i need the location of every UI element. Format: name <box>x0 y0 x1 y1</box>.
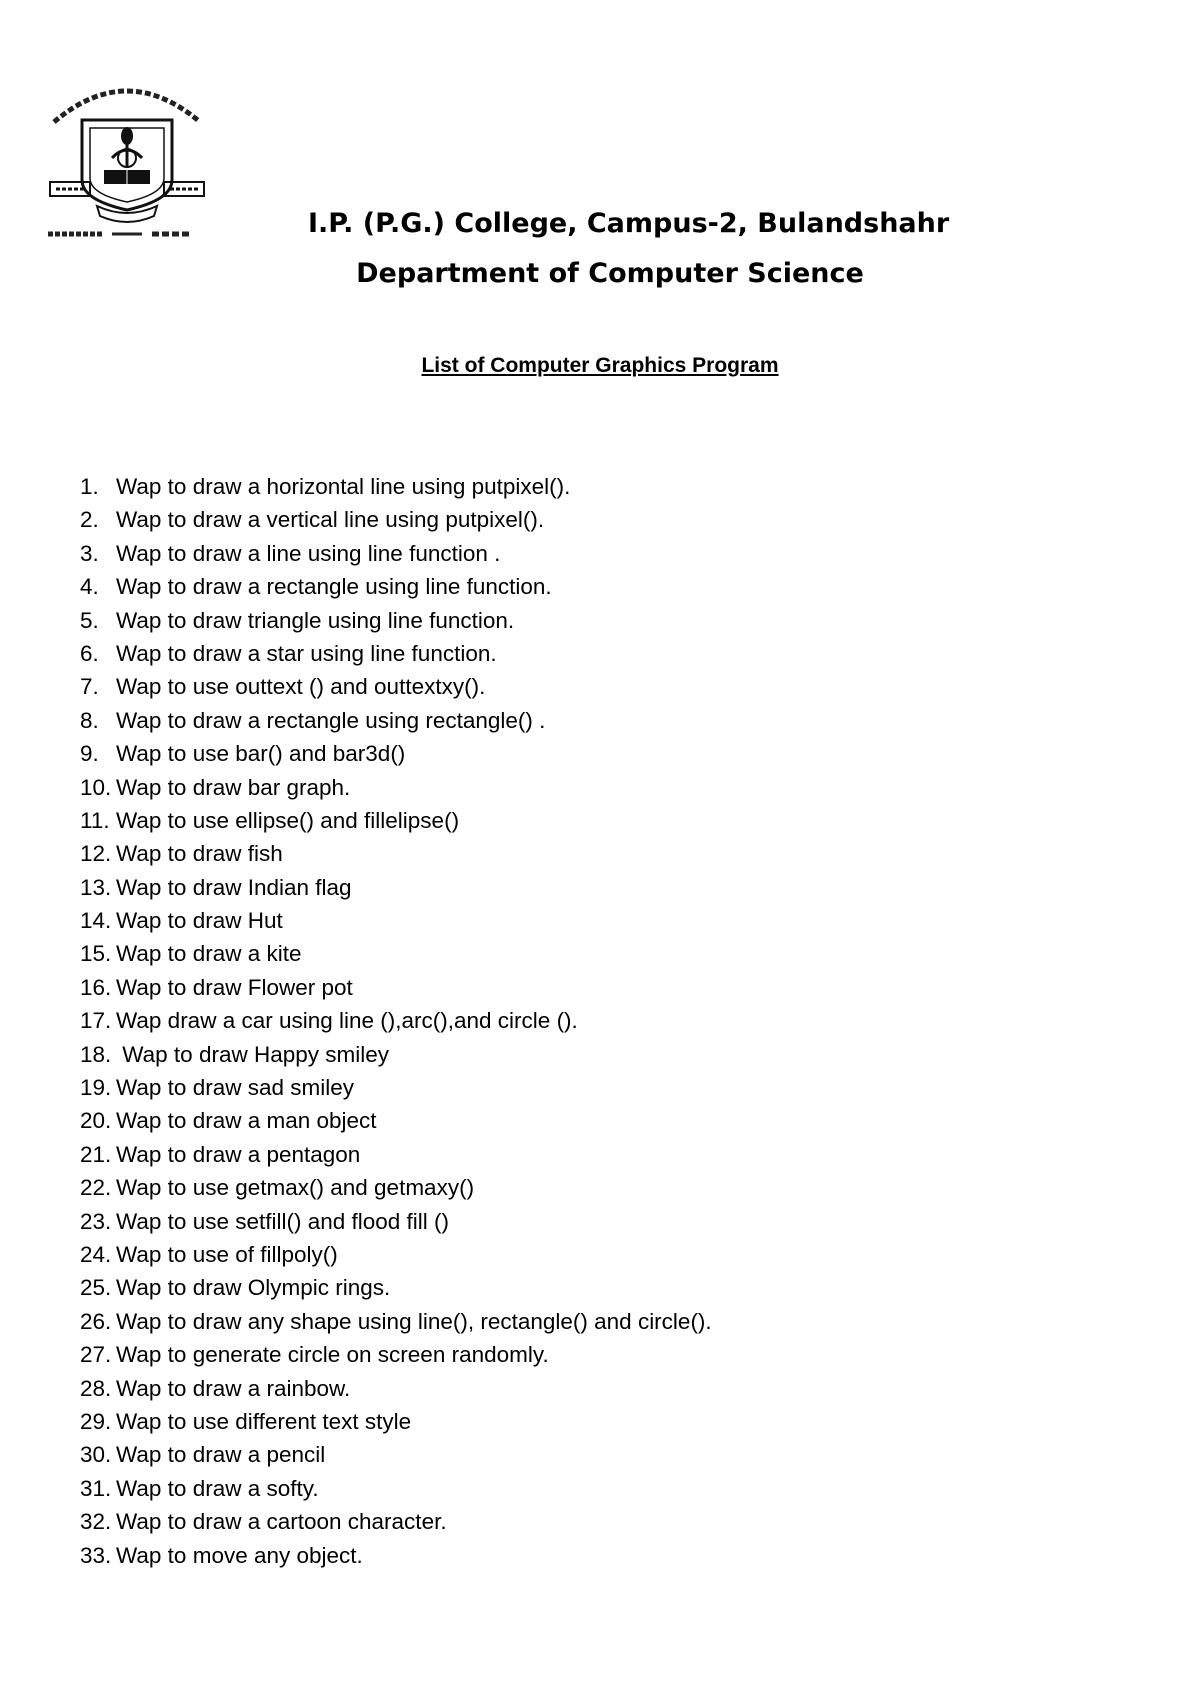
list-item-text: Wap to use ellipse() and fillelipse() <box>116 807 460 833</box>
list-item-number: 8. <box>80 707 99 733</box>
list-item <box>80 470 712 503</box>
list-item <box>80 1171 712 1204</box>
list-item <box>80 604 712 637</box>
list-item-text: Wap to draw a line using line function . <box>116 540 501 566</box>
list-item-number: 14. <box>80 908 112 934</box>
list-item-text: Wap to draw Hut <box>116 908 283 934</box>
list-item-text: Wap to draw sad smiley <box>116 1075 354 1101</box>
college-seal-icon <box>42 70 212 240</box>
list-item-number: 9. <box>80 741 99 767</box>
list-item <box>80 904 712 937</box>
list-item-number: 33. <box>80 1542 112 1568</box>
list-item-text: Wap to draw a rainbow. <box>116 1375 351 1401</box>
list-item <box>80 704 712 737</box>
list-item-text: Wap to draw a softy. <box>116 1475 319 1501</box>
list-item-text: Wap draw a car using line (),arc(),and circle (). <box>116 1008 578 1034</box>
list-item-text: Wap to draw a vertical line using putpixel(). <box>116 507 545 533</box>
list-item-number: 2. <box>80 507 99 533</box>
list-item <box>80 804 712 837</box>
list-item <box>80 1405 712 1438</box>
college-name: I.P. (P.G.) College, Campus-2, Bulandshahr <box>308 208 950 239</box>
list-item-text: Wap to use outtext () and outtextxy(). <box>116 674 486 700</box>
list-item-number: 6. <box>80 640 99 666</box>
list-item-text: Wap to draw a kite <box>116 941 302 967</box>
list-item-number: 20. <box>80 1108 112 1134</box>
list-item-number: 30. <box>80 1442 112 1468</box>
list-item-number: 1. <box>80 474 99 499</box>
list-item-number: 24. <box>80 1241 112 1267</box>
list-item <box>80 1071 712 1104</box>
list-item <box>80 670 712 703</box>
list-item-text: Wap to use bar() and bar3d() <box>116 741 406 767</box>
list-item-text: Wap to draw Happy smiley <box>116 1041 390 1067</box>
list-item <box>80 1338 712 1371</box>
list-item-text: Wap to draw a rectangle using line function. <box>116 574 552 600</box>
list-item-text: Wap to draw Flower pot <box>116 974 353 1000</box>
list-item-number: 13. <box>80 874 112 900</box>
list-item <box>80 1372 712 1405</box>
list-item <box>80 1038 712 1071</box>
list-item <box>80 771 712 804</box>
list-item-text: Wap to draw a pentagon <box>116 1141 361 1167</box>
list-item-number: 10. <box>80 774 112 800</box>
list-item <box>80 1472 712 1505</box>
list-item <box>80 971 712 1004</box>
list-item-number: 19. <box>80 1075 112 1101</box>
list-item <box>80 1505 712 1538</box>
list-item <box>80 1138 712 1171</box>
list-item <box>80 637 712 670</box>
list-item-text: Wap to generate circle on screen randomly. <box>116 1342 549 1368</box>
list-item <box>80 837 712 870</box>
list-item <box>80 937 712 970</box>
list-item-number: 31. <box>80 1475 112 1501</box>
list-item-number: 26. <box>80 1308 112 1334</box>
list-item-text: Wap to draw triangle using line function. <box>116 607 515 633</box>
list-item-text: Wap to draw Indian flag <box>116 874 352 900</box>
list-item-number: 28. <box>80 1375 112 1401</box>
list-item-number: 23. <box>80 1208 112 1234</box>
list-item-text: Wap to draw bar graph. <box>116 774 351 800</box>
list-item-text: Wap to use of fillpoly() <box>116 1241 338 1267</box>
list-item-number: 16. <box>80 974 112 1000</box>
list-item-number: 11. <box>80 807 110 833</box>
list-item-number: 22. <box>80 1175 112 1201</box>
list-item <box>80 1104 712 1137</box>
list-item <box>80 1238 712 1271</box>
list-item-text: Wap to use different text style <box>116 1408 412 1434</box>
list-item-text: Wap to draw a star using line function. <box>116 640 497 666</box>
list-item-text: Wap to draw fish <box>116 841 283 867</box>
list-item-text: Wap to draw any shape using line(), rectangle() and circle(). <box>116 1308 712 1334</box>
list-item-number: 32. <box>80 1509 112 1535</box>
list-item-number: 29. <box>80 1408 112 1434</box>
list-item <box>80 871 712 904</box>
list-item <box>80 1539 712 1572</box>
department-name: Department of Computer Science <box>356 258 864 289</box>
list-item <box>80 570 712 603</box>
list-item <box>80 1205 712 1238</box>
list-item <box>80 1305 712 1338</box>
list-item-text: Wap to draw a pencil <box>116 1442 326 1468</box>
list-item-number: 3. <box>80 540 99 566</box>
list-item-text: Wap to draw a rectangle using rectangle() . <box>116 707 546 733</box>
list-item <box>80 503 712 536</box>
list-item-number: 15. <box>80 941 112 967</box>
list-item-text: Wap to use getmax() and getmaxy() <box>116 1175 475 1201</box>
list-item-text: Wap to move any object. <box>116 1542 363 1568</box>
list-item-text: Wap to draw Olympic rings. <box>116 1275 391 1301</box>
list-item-number: 21. <box>80 1141 112 1167</box>
list-item-text: Wap to use setfill() and flood fill () <box>116 1208 450 1234</box>
list-item <box>80 1438 712 1471</box>
list-item-number: 18. <box>80 1041 112 1067</box>
list-item <box>80 1271 712 1304</box>
list-item-number: 17. <box>80 1008 112 1034</box>
page-title: List of Computer Graphics Program <box>421 354 779 377</box>
list-item-number: 25. <box>80 1275 112 1301</box>
list-item-number: 27. <box>80 1342 112 1368</box>
list-item <box>80 1004 712 1037</box>
list-item-number: 5. <box>80 607 99 633</box>
program-list <box>80 470 712 1572</box>
list-item <box>80 537 712 570</box>
list-item <box>80 737 712 770</box>
list-item-number: 7. <box>80 674 99 700</box>
list-item-text: Wap to draw a man object <box>116 1108 377 1134</box>
list-item-number: 12. <box>80 841 112 867</box>
list-item-text: Wap to draw a horizontal line using putpixel(). <box>116 474 571 499</box>
list-item-text: Wap to draw a cartoon character. <box>116 1509 447 1535</box>
list-item-number: 4. <box>80 574 99 600</box>
